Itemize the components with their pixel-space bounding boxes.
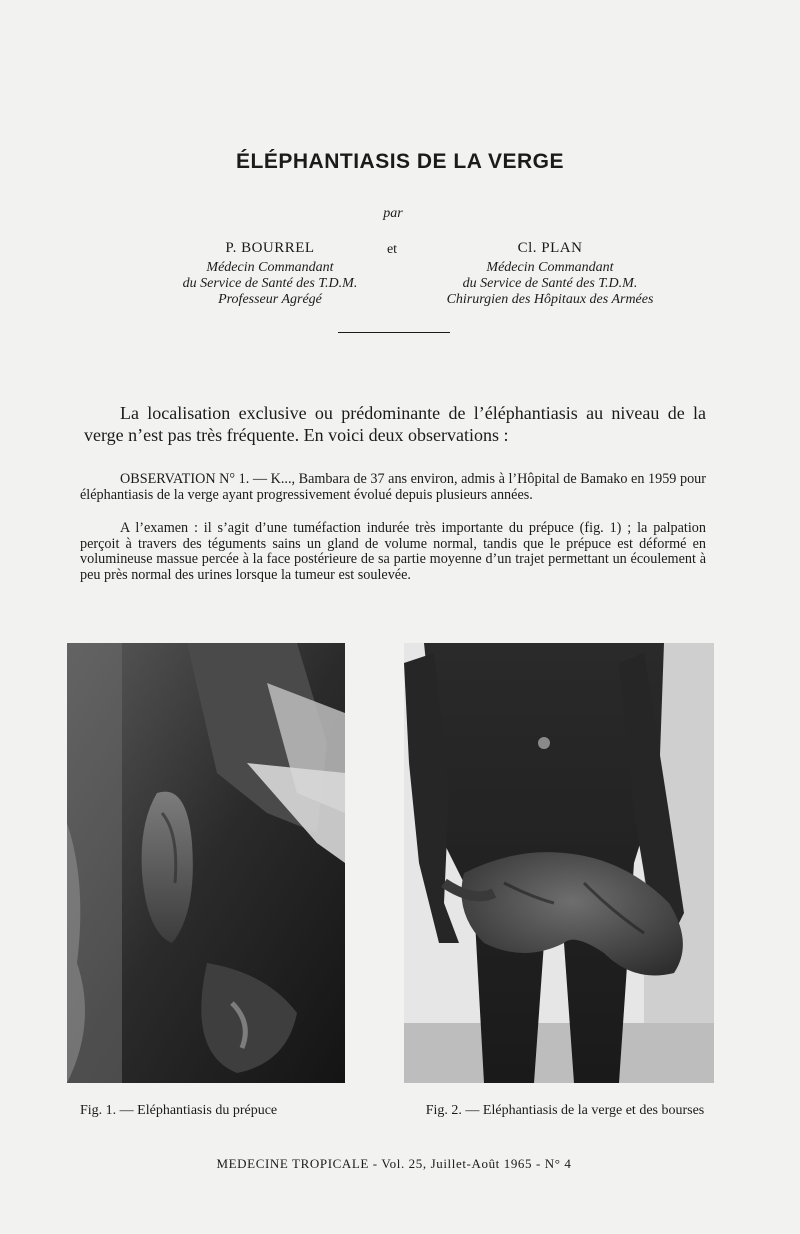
author-role: Médecin Commandant [206,260,334,275]
author-name: Cl. PLAN [517,240,583,256]
intro-paragraph: La localisation exclusive ou prédominante de l’éléphantiasis au niveau de la verge n’est pas très fréquente. En voici deux observations : [84,403,706,445]
figure-1-photo [67,643,345,1083]
journal-footer: MEDECINE TROPICALE - Vol. 25, Juillet-Août 1965 - N° 4 [216,1156,572,1171]
byline-et: et [386,242,398,257]
author-name: P. BOURREL [225,240,315,256]
figure-1-caption: Fig. 1. — Eléphantiasis du prépuce [80,1103,278,1118]
figure-2-photo [404,643,714,1083]
author-block-plan [420,240,680,308]
author-role: du Service de Santé des T.D.M. [462,276,638,291]
author-role: du Service de Santé des T.D.M. [182,276,358,291]
author-block-bourrel [140,240,400,308]
byline-par: par [383,206,403,221]
author-role: Médecin Commandant [486,260,614,275]
observation-1-exam-paragraph: A l’examen : il s’agit d’une tuméfaction indurée très importante du prépuce (fig. 1) ; la palpation perçoit à travers des téguments sains un gland de volume normal, tandis que le prépuce est déformé en volumineuse massue percée à la face postérieure de sa partie moyenne d’un trajet permettant un écoulement à peu près normal des urines lorsque la tumeur est soulevée. [80,520,706,583]
figure-1-photo-image [67,643,345,1083]
article-title: ÉLÉPHANTIASIS DE LA VERGE [236,150,564,173]
author-role: Chirurgien des Hôpitaux des Armées [446,292,654,307]
observation-1-paragraph: OBSERVATION N° 1. — K..., Bambara de 37 ans environ, admis à l’Hôpital de Bamako en 1959 pour éléphantiasis de la verge ayant progressivement évolué depuis plusieurs années. [80,471,706,503]
figure-2-caption: Fig. 2. — Eléphantiasis de la verge et des bourses [425,1103,705,1118]
author-role: Professeur Agrégé [218,292,322,307]
title-divider [338,332,450,333]
figure-2-photo-image [404,643,714,1083]
